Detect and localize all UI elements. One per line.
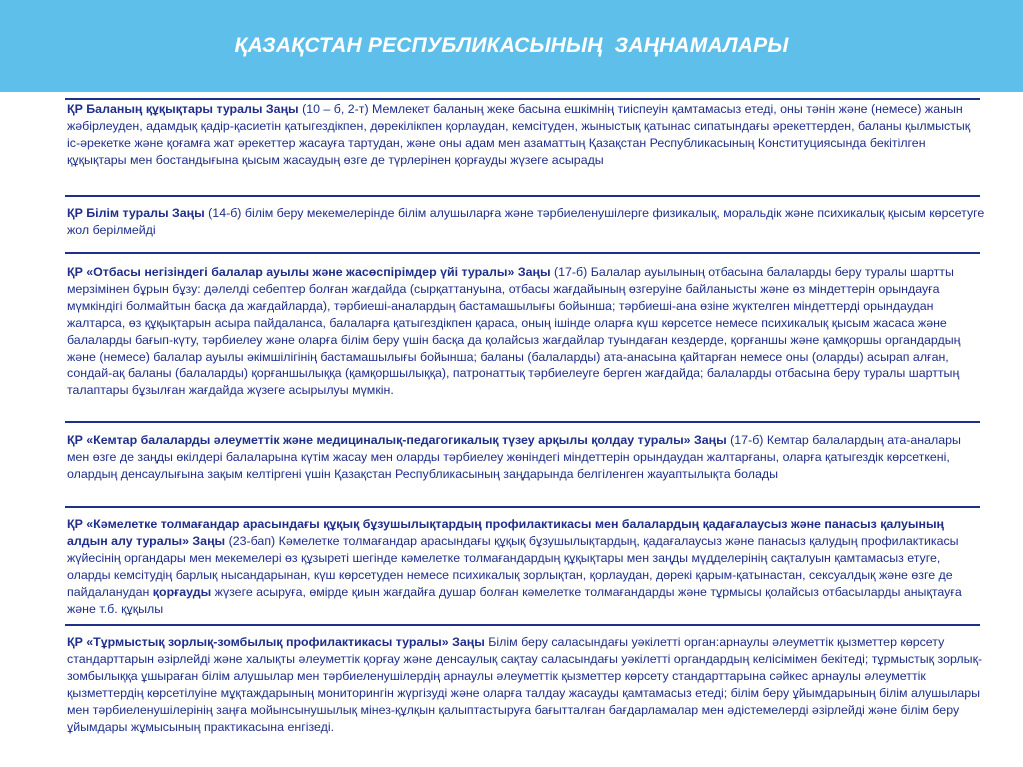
law-title: ҚР «Тұрмыстық зорлық-зомбылық профилактикасы туралы» Заңы (67, 635, 485, 649)
page-title: ҚАЗАҚСТАН РЕСПУБЛИКАСЫНЫҢ ЗАҢНАМАЛАРЫ (234, 34, 789, 57)
title-banner (0, 0, 1023, 92)
law-text: (23-бап) Кәмелетке толмағандар арасындағы құқық бұзушылықтардың, қадағалаусыз және панасыз қалудың профилактикасы жүйесінің органдары мен мекемелері өз құзыреті шегінде кәмелетке толмағандардың құқықтары мен заңды мүдделерінің сақталуын қамтамасыз етуге, оларды кемсітудің барлық нысандарынан, күш көрсетуден немесе психикалық зорлықтан, қорлаудан, дөрекі қарым-қатынастан, сексуалдық және өзге де пайдаланудан (67, 533, 959, 599)
law-title: ҚР «Кәмелетке толмағандар арасындағы құқық бұзушылықтардың профилактикасы мен балалардың қадағалаусыз және панасыз қалуының алдын алу туралы» Заңы (67, 517, 945, 548)
section-divider (65, 252, 980, 254)
law-text: Білім беру саласындағы уәкілетті орган:арнаулы әлеуметтік қызметтер көрсету стандарттарын әзірлейді және халықты әлеуметтік қорғау және денсаулық сақтау саласындағы уәкілетті органдардың келісімімен бекітеді; тұрмыстық зорлық-зомбылыққа ұшыраған білім алушылар мен тәрбиеленушілердің арнаулы әлеуметтік қызметтер көрсету стандарттарына сәйкес арнаулы әлеуметтік қызметтердің көрсетілуіне мұқтаждарының мониторингін жүргізуді және оларға талдау жасауды қамтамасыз етеді; білім беру ұйымдарының білім алушылары мен тәрбиеленушілерінің заңға мойынсынушылық мінез-құлқын қалыптастыруға бағытталған бағдарламалар мен әдістемелерді әзірлейді және білім беру ұйымдары жұмысының практикасына енгізеді. (67, 635, 983, 734)
law-text: (17-б) Балалар ауылының отбасына балаларды беру туралы шартты мерзімінен бұрын бұзу: дәлелді себептер болған жағдайда (сырқаттануына, отбасы жағдайының өзгеруіне байланысты және өз міндеттерін орындауға мүмкіндігі болмайтын басқа да жағдайларда), тәрбиеші-аналардың бастамашылығы бойынша; тәрбиеші-ана өзіне жүктелген міндеттерді орындаудан жалтарса, өз құқықтарын асыра пайдаланса, балаларға қатыгездікпен қараса, оның ішінде оларға күш көрсетсе немесе психикалық қысым жасаса және балаларды бағып-күту, тәрбиелеу және оларға білім беру үшін басқа да қолайсыз жағдайлар туындаған кездерде, қорғаншы және қамқоршы органдардың және (немесе) балалар ауылы әкімшілігінің бастамашылығы бойынша; баланы (балаларды) ата-анасына қайтарған немесе оны (оларды) асырап алған, сондай-ақ баланы (балаларды) қорғаншылыққа (қамқоршылыққа), патронаттық тәрбиелеуге берген жағдайда; балаларды отбасына беру туралы шарттың талаптары бұзылған жағдайда жүзеге асырылуы мүмкін. (67, 265, 961, 398)
law-text: жүзеге асыруға, өмірде қиын жағдайға душар болған кәмелетке толмағандарды және тұрмысы қолайсыз отбасыларды анықтауға және т.б. құқылы (67, 584, 962, 616)
law-disabled-children (67, 432, 985, 483)
section-divider (65, 421, 980, 423)
law-title: ҚР Баланың құқықтары туралы Заңы (67, 102, 299, 116)
law-text: (10 – б, 2-т) Мемлекет баланың жеке басына ешкімнің тиіспеуін қамтамасыз етеді, оны тәнін және (немесе) жанын жәбірлеуден, адамдық қадір-қасиетін қатыгездікпен, дөрекілікпен қорлаудан, кемсітуден, жыныстық қатынас сипатындағы әрекеттерден, баланы қылмыстық іс-әрекетке және қоғамға жат әрекеттер жасауға тартудан, және оны адам мен азаматтың Қазақстан Республикасының Конституциясында бекітілген құқықтары мен бостандығына қысым жасаудың өзге де түрлерінен қорғауды жүзеге асырады (67, 102, 971, 167)
law-domestic-violence (67, 634, 985, 735)
law-text: (14-б) білім беру мекемелерінде білім алушыларға және тәрбиеленушілерге физикалық, моральдік және психикалық қысым көрсетуге жол берілмейді (67, 206, 985, 237)
law-title: ҚР «Отбасы негізіндегі балалар ауылы және жасөспірімдер үйі туралы» Заңы (67, 265, 551, 279)
section-divider (65, 98, 980, 100)
law-emphasis: қорғауды (152, 584, 212, 599)
law-children-villages (67, 264, 985, 399)
section-divider (65, 624, 980, 626)
law-child-rights (67, 101, 985, 169)
law-juvenile-offences (67, 516, 985, 617)
law-title: ҚР Білім туралы Заңы (67, 206, 205, 220)
law-text: (17-б) Кемтар балалардың ата-аналары мен өзге де заңды өкілдері балаларына күтім жасау мен оларды тәрбиелеу жөніндегі міндеттерін орындаудан жалтарғаны, оларға қатыгездік көрсеткені, олардың денсаулығына зақым келтіргені үшін Қазақстан Республикасының заңдарында белгіленген жауаптылықта болады (67, 433, 961, 481)
law-title: ҚР «Кемтар балаларды әлеуметтік және медициналық-педагогикалық түзеу арқылы қолдау туралы» Заңы (67, 433, 727, 447)
section-divider (65, 195, 980, 197)
section-divider (65, 506, 980, 508)
law-education (67, 205, 985, 239)
